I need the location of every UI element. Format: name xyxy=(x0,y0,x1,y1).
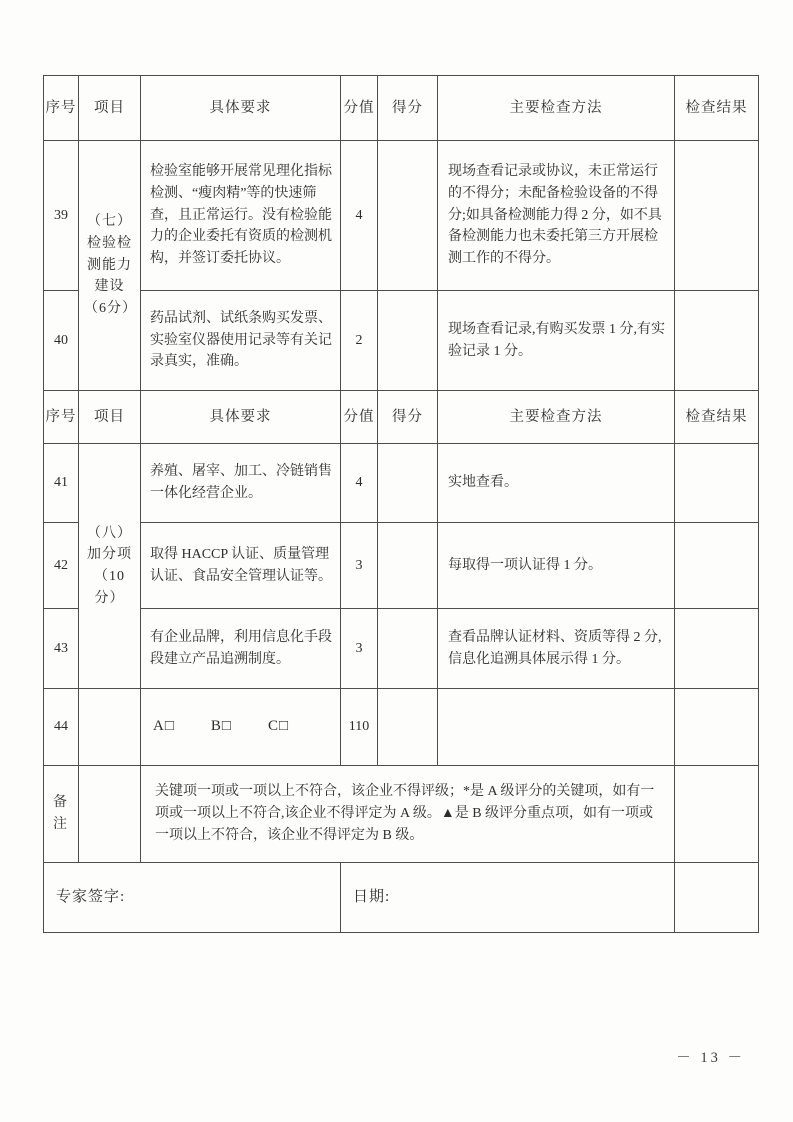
header-seq: 序号 xyxy=(44,76,79,141)
row40-seq: 40 xyxy=(44,291,79,391)
row44-method-blank xyxy=(438,689,675,766)
row42-method: 每取得一项认证得 1 分。 xyxy=(438,523,675,609)
row44-result-blank xyxy=(675,689,759,766)
table-row-42 xyxy=(44,523,759,609)
header2-requirement: 具体要求 xyxy=(141,391,341,444)
row44-item-blank xyxy=(79,689,141,766)
page-number: － 13 － xyxy=(676,1050,745,1066)
row41-requirement: 养殖、屠宰、加工、冷链销售一体化经营企业。 xyxy=(141,444,341,523)
row40-score: 2 xyxy=(341,291,378,391)
row39-requirement: 检验室能够开展常见理化指标检测、“瘦肉精”等的快速筛查，且正常运行。没有检验能力的企业委托有资质的检测机构，并签订委托协议。 xyxy=(141,141,341,291)
expert-signature-label: 专家签字: xyxy=(44,863,341,933)
row40-method: 现场查看记录,有购买发票 1 分,有实验记录 1 分。 xyxy=(438,291,675,391)
row44-earned-blank xyxy=(378,689,438,766)
section8-item-label: （八）加分项（10分） xyxy=(79,444,141,689)
header-score: 分值 xyxy=(341,76,378,141)
table-row-43 xyxy=(44,609,759,689)
signature-result-blank xyxy=(675,863,759,933)
grade-option-a-checkbox: A□ xyxy=(153,718,175,735)
row44-seq: 44 xyxy=(44,689,79,766)
remark-result-blank xyxy=(675,766,759,863)
row40-earned-blank xyxy=(378,291,438,391)
row41-earned-blank xyxy=(378,444,438,523)
row43-result-blank xyxy=(675,609,759,689)
row39-earned-blank xyxy=(378,141,438,291)
row41-result-blank xyxy=(675,444,759,523)
remark-label: 备注 xyxy=(44,766,79,863)
row39-method: 现场查看记录或协议，未正常运行的不得分；未配备检验设备的不得分;如具备检测能力得 2 分，如不具备检测能力也未委托第三方开展检测工作的不得分。 xyxy=(438,141,675,291)
table-row-41 xyxy=(44,444,759,523)
section7-item-label: （七）检验检测能力建设（6分） xyxy=(79,141,141,391)
row39-seq: 39 xyxy=(44,141,79,291)
row44-score: 110 xyxy=(341,689,378,766)
row39-result-blank xyxy=(675,141,759,291)
row43-seq: 43 xyxy=(44,609,79,689)
row42-earned-blank xyxy=(378,523,438,609)
row42-seq: 42 xyxy=(44,523,79,609)
inspection-score-table xyxy=(43,75,759,933)
header-requirement: 具体要求 xyxy=(141,76,341,141)
row43-requirement: 有企业品牌，利用信息化手段段建立产品追溯制度。 xyxy=(141,609,341,689)
signature-row xyxy=(44,863,759,933)
grade-options-cell xyxy=(141,689,341,766)
row42-score: 3 xyxy=(341,523,378,609)
remark-text: 关键项一项或一项以上不符合，该企业不得评级；*是 A 级评分的关键项，如有一项或一项以上不符合,该企业不得评定为 A 级。▲是 B 级评分重点项，如有一项或一项以上不符合，该企业不得评定为 B 级。 xyxy=(141,766,675,863)
row41-method: 实地查看。 xyxy=(438,444,675,523)
remark-item-blank xyxy=(79,766,141,863)
date-label: 日期: xyxy=(341,863,675,933)
remark-row xyxy=(44,766,759,863)
row43-earned-blank xyxy=(378,609,438,689)
row43-method: 查看品牌认证材料、资质等得 2 分,信息化追溯具体展示得 1 分。 xyxy=(438,609,675,689)
row40-result-blank xyxy=(675,291,759,391)
row42-result-blank xyxy=(675,523,759,609)
header-earned: 得分 xyxy=(378,76,438,141)
row39-score: 4 xyxy=(341,141,378,291)
table-row-44 xyxy=(44,689,759,766)
header-method: 主要检查方法 xyxy=(438,76,675,141)
header2-method: 主要检查方法 xyxy=(438,391,675,444)
header2-result: 检查结果 xyxy=(675,391,759,444)
table-row-40 xyxy=(44,291,759,391)
header2-earned: 得分 xyxy=(378,391,438,444)
row42-requirement: 取得 HACCP 认证、质量管理认证、食品安全管理认证等。 xyxy=(141,523,341,609)
header2-seq: 序号 xyxy=(44,391,79,444)
header2-score: 分值 xyxy=(341,391,378,444)
row43-score: 3 xyxy=(341,609,378,689)
header2-item: 项目 xyxy=(79,391,141,444)
table-header-row-2 xyxy=(44,391,759,444)
grade-option-c-checkbox: C□ xyxy=(267,718,290,735)
table-row-39 xyxy=(44,141,759,291)
grade-option-b-checkbox: B□ xyxy=(210,718,232,735)
table-header-row-1 xyxy=(44,76,759,141)
row41-score: 4 xyxy=(341,444,378,523)
row41-seq: 41 xyxy=(44,444,79,523)
row40-requirement: 药品试剂、试纸条购买发票、实验室仪器使用记录等有关记录真实，准确。 xyxy=(141,291,341,391)
header-item: 项目 xyxy=(79,76,141,141)
header-result: 检查结果 xyxy=(675,76,759,141)
